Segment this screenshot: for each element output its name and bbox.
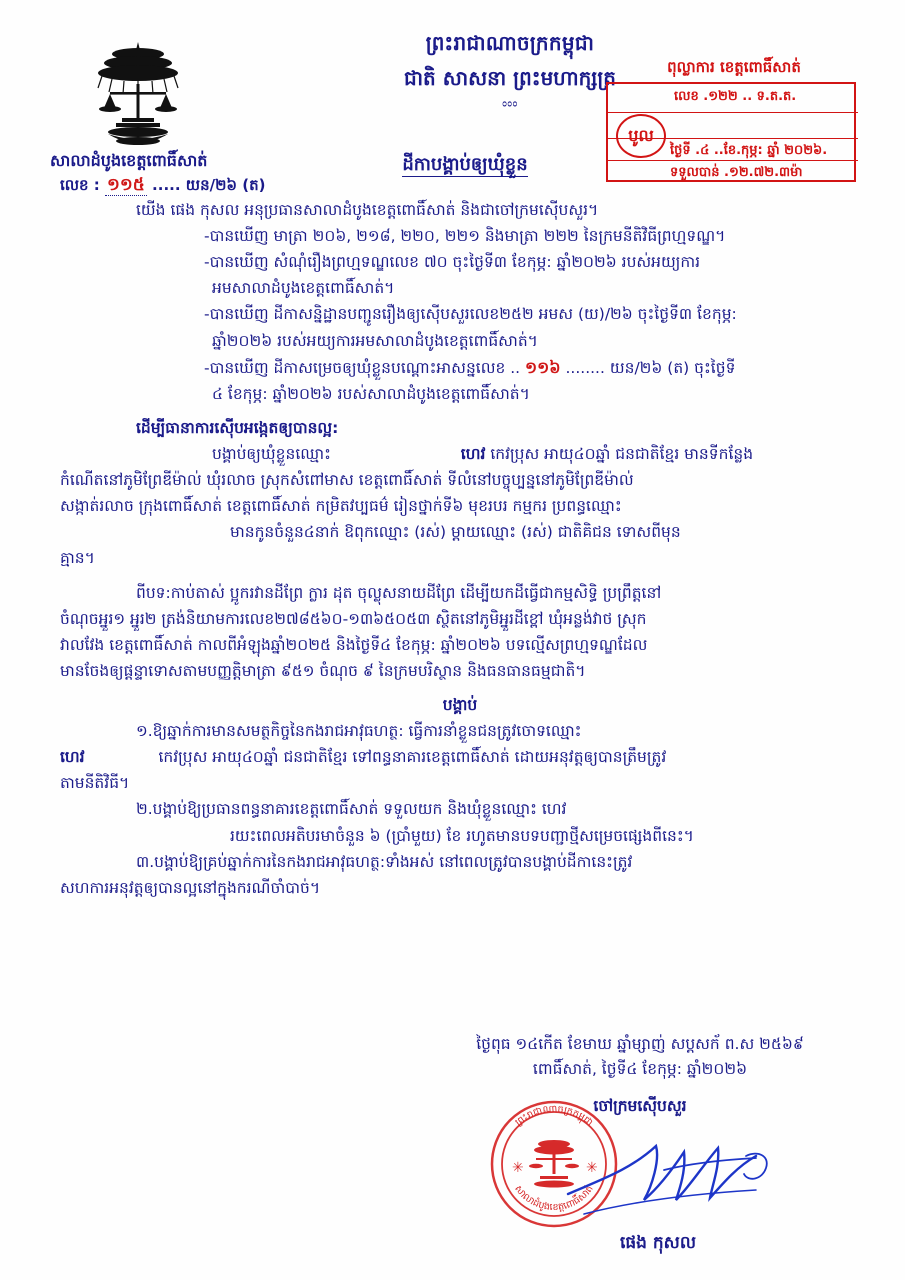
body-paragraph: មានចែងឲ្យផ្តន្ទាទោសតាមបញ្ញត្តិមាត្រា ៩៥១ ចំណុច ៩ នៃក្រមបរិស្ថាន និងធនធានធម្មជាតិ។ bbox=[60, 661, 586, 680]
body-paragraph: តាមនីតិវិធី។ bbox=[60, 774, 130, 793]
body-paragraph-charge bbox=[60, 581, 860, 606]
order-item-1-continued bbox=[60, 745, 860, 770]
body-text-part-2: ........ យន/២៦ (ត) ចុះថ្ងៃទី bbox=[565, 358, 736, 377]
signatory-title: ចៅក្រមស៊ើបសួរ bbox=[593, 1096, 687, 1115]
body-paragraph: គ្មាន។ bbox=[60, 549, 95, 568]
detainee-details: កេវប្រុស អាយុ៤០ឆ្នាំ ជនជាតិខ្មែរ មានទីកន្លែង bbox=[490, 444, 754, 463]
body-paragraph: មានកូនចំនួន៤នាក់ ឱពុកឈ្មោះ (រស់) ម្តាយឈ្មោះ (រស់) ជាតិគិជន ទោសពីមុន bbox=[230, 523, 681, 542]
handwritten-signature bbox=[560, 1130, 790, 1240]
body-paragraph-detainee bbox=[60, 442, 860, 467]
body-paragraph: ចំណុចអ្នួរ១ អ្នួរ២ ត្រង់និយាមការលេខ២៧៨៥៦០-១៣៦៥០៥៣ ស្ថិតនៅភូមិអ្នួរដីខ្ពៅ ឃុំអន្លង់វាថ ស្រុក bbox=[60, 609, 647, 628]
body-paragraph: វាលវែង ខេត្តពោធិ៍សាត់ កាលពីអំឡុងឆ្នាំ២០២៥ និងថ្ងៃទី៤ ខែកុម្ភ: ឆ្នាំ២០២៦ បទល្មើសព្រហ្មទណ្ឌដែល bbox=[60, 635, 648, 654]
document-number-suffix: យន/២៦ (ត) bbox=[185, 176, 266, 194]
body-paragraph: -បានឃើញ មាត្រា ២០៦, ២១៨, ២២០, ២២១ និងមាត្រា ២២២ នៃក្រមនីតិវិធីព្រហ្មទណ្ឌ។ bbox=[204, 227, 726, 246]
khmer-date: ថ្ងៃពុធ ១៤កើត ខែមាឃ ឆ្នាំម្សាញ់ សប្តសក័ ព.ស ២៥៦៩ bbox=[476, 1035, 804, 1053]
handwritten-number: ១១៦ bbox=[525, 357, 561, 377]
document-number-dots: ..... bbox=[152, 176, 181, 194]
body-subheading: ដើម្បីធានាការស៊ើបអង្កេតឲ្យបានល្អ: bbox=[136, 418, 339, 437]
reception-stamp-oval: បូល bbox=[616, 114, 666, 158]
svg-text:សាលាដំបូងខេត្តពោធិ៍សាត់: សាលាដំបូងខេត្តពោធិ៍សាត់ bbox=[512, 1183, 596, 1213]
body-paragraph: ៤ ខែកុម្ភ: ឆ្នាំ២០២៦ របស់សាលាដំបូងខេត្តពោធិ៍សាត់។ bbox=[212, 384, 530, 403]
body-paragraph: អមសាលាដំបូងខេត្តពោធិ៍សាត់។ bbox=[212, 279, 395, 298]
place-and-date: ពោធិ៍សាត់, ថ្ងៃទី៤ ខែកុម្ភ: ឆ្នាំ២០២៦ bbox=[532, 1059, 748, 1078]
svg-text:✳: ✳ bbox=[586, 1160, 598, 1176]
reception-stamp-row-1: លេខ .១២២ .. ទ.ត.ត. bbox=[674, 89, 797, 104]
detainee-name: ហេវ bbox=[60, 748, 85, 767]
signatory-name: ផេង កុសល bbox=[620, 1233, 697, 1253]
document-number-value: ១១៥ bbox=[107, 175, 145, 195]
kingdom-title: ព្រះរាជាណាចក្រកម្ពុជា bbox=[425, 31, 595, 55]
body-paragraph: សហការអនុវត្តឲ្យបានល្អនៅក្នុងករណីចាំបាច់។ bbox=[60, 878, 321, 897]
page-title bbox=[300, 152, 630, 179]
flourish-ornament: ᭜᭜᭜ bbox=[502, 98, 518, 114]
body-paragraph: សង្កាត់រលាច ក្រុងពោធិ៍សាត់ ខេត្តពោធិ៍សាត់ កម្រិតវប្បធម៌ រៀនថ្នាក់ទី៦ មុខរបរ កម្មករ ប្រពន្ធឈ្មោះ bbox=[60, 497, 622, 516]
document-number-label: លេខ : bbox=[60, 176, 100, 194]
order-item-1: ១.ឱ្យឆ្នាក់ការមានសមត្ថកិច្ចនៃកងរាជអាវុធហត្ថ: ធ្វើការនាំខ្លួនជនត្រូវចោទឈ្មោះ bbox=[136, 722, 582, 741]
order-item-2-continued: រយះពេលអតិបរមាចំនួន ៦ (ប្រាំមួយ) ខែ រហូតមានបទបញ្ជាថ្មីសម្រេចផ្សេងពីនេះ។ bbox=[230, 826, 694, 845]
nation-religion-king: ជាតិ សាសនា ព្រះមហាក្សត្រ bbox=[404, 66, 616, 90]
reception-stamp-row-2: ថ្ងៃទី .៤ ..ខែ.កុម្ភ: ឆ្នាំ ២០២៦. bbox=[670, 143, 828, 158]
body-paragraph: -បានឃើញ ដីកាសន្និដ្ឋានបញ្ជូនរឿងឲ្យស៊ើបសួរលេខ២៥២ អមស (យ)/២៦ ចុះថ្ងៃទី៣ ខែកុម្ភ: bbox=[204, 305, 737, 324]
body-paragraph: ឆ្នាំ២០២៦ របស់អយ្យការអមសាលាដំបូងខេត្តពោធិ៍សាត់។ bbox=[212, 331, 538, 350]
svg-text:ព្រះរាជាណាចក្រកម្ពុជា: ព្រះរាជាណាចក្រកម្ពុជា bbox=[513, 1103, 595, 1129]
reception-stamp-title: ពុល្លាការ ខេត្តពោធិ៍សាត់ bbox=[667, 58, 801, 76]
detainee-name: ហេវ bbox=[460, 444, 486, 463]
body-paragraph: យើង ផេង កុសល អនុប្រធានសាលាដំបូងខេត្តពោធិ៍សាត់ និងជាចៅក្រមស៊ើបសួរ។ bbox=[136, 201, 599, 219]
national-emblem-icon bbox=[78, 38, 198, 150]
body-text-part-1: -បានឃើញ ដីកាសម្រេចឲ្យឃុំខ្លួនបណ្តោះអាសន្នលេខ .. bbox=[204, 358, 521, 377]
reception-stamp-row-3: ទទួលបាន់ .១២.៧២.៣ម៉ា bbox=[670, 165, 803, 180]
order-item-2: ២.បង្គាប់ឱ្យប្រធានពន្ធនាគារខេត្តពោធិ៍សាត់ ទទួលយក និងឃុំខ្លួនឈ្មោះ ហេវ bbox=[136, 800, 567, 819]
page-title-text: ដីកាបង្គាប់ឲ្យឃុំខ្លួន bbox=[402, 154, 528, 175]
organization-name: សាលាដំបូងខេត្តពោធិ៍សាត់ bbox=[50, 151, 208, 170]
charge-text: ពីបទ:កាប់តាស់ ប្អូករវានដីព្រែ ក្លារ ដុត ចុល្លុសនាយដីព្រែ ដើម្បីយកដីធ្វើជាកម្មសិទ្ធិ ប្រព្រឹត្តនៅ bbox=[136, 583, 662, 602]
order-lead-text: បង្គាប់ឲ្យឃុំខ្លួនឈ្មោះ bbox=[212, 444, 331, 463]
order-item-1-text: កេវប្រុស អាយុ៤០ឆ្នាំ ជនជាតិខ្មែរ ទៅពន្ធនាគារខេត្តពោធិ៍សាត់ ដោយអនុវត្តឲ្យបានត្រឹមត្រូវ bbox=[158, 748, 667, 767]
svg-text:✳: ✳ bbox=[512, 1160, 524, 1176]
orders-heading: បង្គាប់ bbox=[442, 695, 478, 714]
body-paragraph: កំណើតនៅភូមិព្រែឌីម៉ាល់ ឃុំរលាច ស្រុកសំពៅមាស ខេត្តពោធិ៍សាត់ ទីលំនៅបច្ចុប្បន្ននៅភូមិព្រែឌីម៉ាល់ bbox=[60, 471, 634, 490]
reception-stamp bbox=[606, 58, 856, 182]
body-paragraph: -បានឃើញ សំណុំរឿងព្រហ្មទណ្ឌលេខ ៧០ ចុះថ្ងៃទី៣ ខែកុម្ភ: ឆ្នាំ២០២៦ របស់អយ្យការ bbox=[204, 253, 701, 272]
document-number bbox=[60, 174, 266, 199]
document-body bbox=[60, 198, 860, 902]
body-paragraph-handwritten bbox=[60, 355, 860, 381]
order-item-3: ៣.បង្គាប់ឱ្យគ្រប់ឆ្នាក់ការនៃកងរាជអាវុធហត្ថ:ទាំងអស់ នៅពេលត្រូវបានបង្គាប់ដីកានេះត្រូវ bbox=[136, 852, 633, 871]
